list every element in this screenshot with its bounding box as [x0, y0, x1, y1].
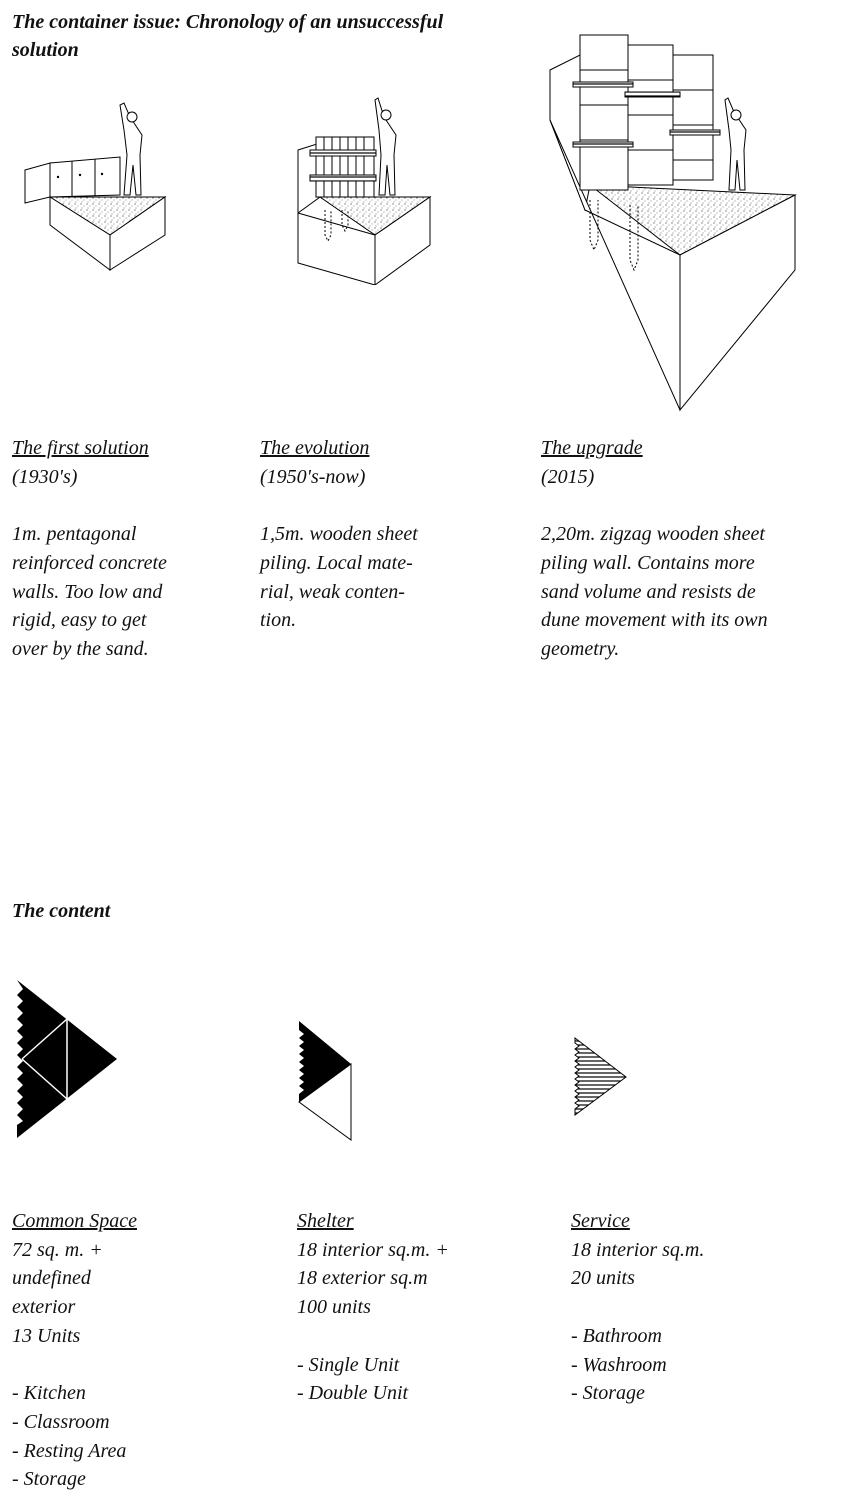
column-period: (1950's-now) — [260, 465, 366, 488]
column-shelter — [297, 1207, 449, 1408]
column-period: (1930's) — [12, 465, 78, 488]
info-line: 18 interior sq.m. + — [297, 1238, 449, 1261]
column-upgrade — [541, 434, 768, 664]
info-line: 20 units — [571, 1267, 635, 1290]
desc-line: sand volume and resists de — [541, 580, 756, 603]
section-heading-chronology — [12, 8, 443, 64]
list-item: - Storage — [12, 1468, 86, 1491]
list-item: - Resting Area — [12, 1439, 127, 1462]
info-line: 72 sq. m. + — [12, 1238, 103, 1261]
desc-line: over by the sand. — [12, 637, 149, 660]
info-line: 18 interior sq.m. — [571, 1238, 705, 1261]
desc-line: rial, weak conten- — [260, 580, 405, 603]
info-line: 100 units — [297, 1296, 371, 1319]
column-title: Common Space — [12, 1210, 137, 1232]
list-item: - Kitchen — [12, 1382, 86, 1405]
desc-line: piling wall. Contains more — [541, 551, 755, 574]
figure-first-solution — [20, 95, 170, 275]
list-item: - Washroom — [571, 1353, 667, 1376]
info-line: 18 exterior sq.m — [297, 1267, 428, 1290]
figure-upgrade — [545, 30, 805, 415]
column-first-solution — [12, 434, 167, 664]
list-item: - Storage — [571, 1382, 645, 1405]
shelter-icon — [294, 1018, 358, 1146]
column-title: Service — [571, 1210, 630, 1232]
desc-line: dune movement with its own — [541, 609, 768, 632]
desc-line: 1,5m. wooden sheet — [260, 523, 418, 546]
figure-evolution — [290, 95, 440, 285]
service-icon — [570, 1035, 630, 1119]
item-list — [571, 1322, 704, 1408]
column-period: (2015) — [541, 465, 595, 488]
list-item: - Bathroom — [571, 1324, 662, 1347]
column-service — [571, 1207, 704, 1408]
column-common-space — [12, 1207, 137, 1494]
desc-line: piling. Local mate- — [260, 551, 413, 574]
column-title: The upgrade — [541, 437, 643, 459]
heading-line-1: The container issue: Chronology of an unsuccessful — [12, 11, 444, 33]
desc-line: reinforced concrete — [12, 551, 167, 574]
desc-line: rigid, easy to get — [12, 609, 147, 632]
column-title: Shelter — [297, 1210, 354, 1232]
info-line: 13 Units — [12, 1324, 81, 1347]
column-title: The first solution — [12, 437, 149, 459]
item-list — [12, 1379, 137, 1494]
list-item: - Classroom — [12, 1410, 110, 1433]
column-evolution — [260, 434, 418, 635]
info-line: exterior — [12, 1296, 76, 1319]
section-heading-content: The content — [12, 900, 111, 922]
desc-line: geometry. — [541, 637, 620, 660]
desc-line: 2,20m. zigzag wooden sheet — [541, 523, 765, 546]
desc-line: 1m. pentagonal — [12, 523, 137, 546]
info-line: undefined — [12, 1267, 91, 1290]
column-title: The evolution — [260, 437, 370, 459]
desc-line: walls. Too low and — [12, 580, 163, 603]
heading-line-2: solution — [12, 39, 79, 61]
list-item: - Double Unit — [297, 1382, 409, 1405]
common-space-icon — [12, 975, 122, 1145]
item-list — [297, 1351, 449, 1408]
desc-line: tion. — [260, 609, 297, 632]
list-item: - Single Unit — [297, 1353, 400, 1376]
